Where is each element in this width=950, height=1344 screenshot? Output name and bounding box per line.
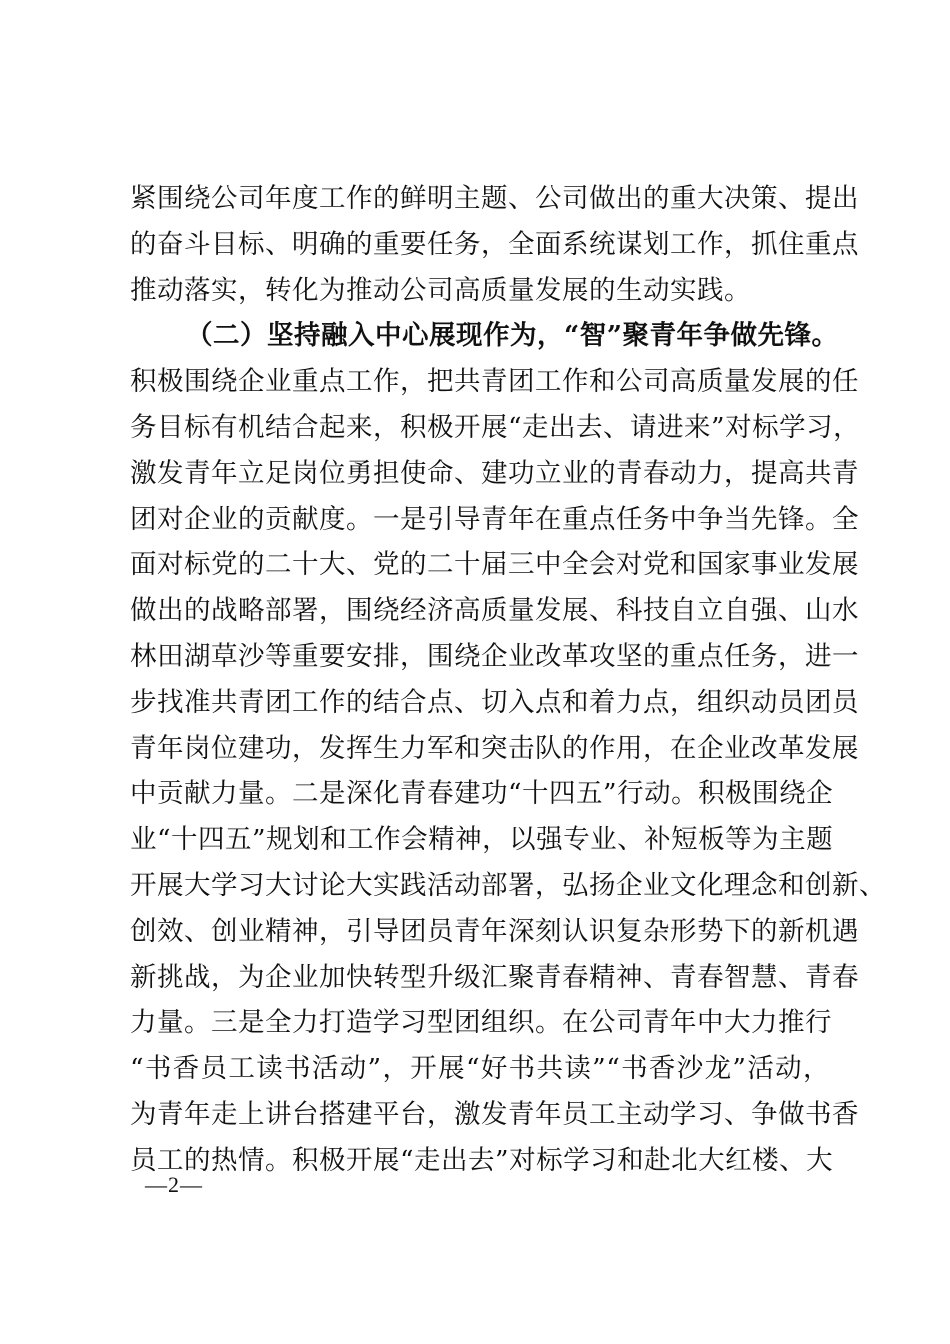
page-number: —2— bbox=[145, 1172, 203, 1197]
text-line: 推动落实，转化为推动公司高质量发展的生动实践。 bbox=[130, 274, 751, 306]
text-line: 业“十四五”规划和工作会精神，以强专业、补短板等为主题 bbox=[130, 824, 834, 856]
text-line: 中贡献力量。二是深化青春建功“十四五”行动。积极围绕企 bbox=[130, 778, 834, 810]
text-line: 的奋斗目标、明确的重要任务，全面系统谋划工作，抓住重点 bbox=[130, 228, 859, 260]
text-line: 面对标党的二十大、党的二十届三中全会对党和国家事业发展 bbox=[130, 549, 859, 581]
text-line: 激发青年立足岗位勇担使命、建功立业的青春动力，提高共青 bbox=[130, 457, 859, 489]
body-text bbox=[130, 176, 886, 1184]
text-line: 做出的战略部署，围绕经济高质量发展、科技自立自强、山水 bbox=[130, 595, 859, 627]
text-line: 开展大学习大讨论大实践活动部署，弘扬企业文化理念和创新、 bbox=[130, 869, 886, 901]
text-line: 员工的热情。积极开展“走出去”对标学习和赴北大红楼、大 bbox=[130, 1144, 834, 1176]
text-line: 力量。三是全力打造学习型团组织。在公司青年中大力推行 bbox=[130, 1007, 832, 1039]
text-line: 新挑战，为企业加快转型升级汇聚青春精神、青春智慧、青春 bbox=[130, 961, 859, 993]
text-line: 务目标有机结合起来，积极开展“走出去、请进来”对标学习， bbox=[130, 411, 861, 443]
text-line: 团对企业的贡献度。一是引导青年在重点任务中争当先锋。全 bbox=[130, 503, 859, 535]
text-line: 步找准共青团工作的结合点、切入点和着力点，组织动员团员 bbox=[130, 686, 859, 718]
text-line: 紧围绕公司年度工作的鲜明主题、公司做出的重大决策、提出 bbox=[130, 183, 859, 214]
text-line: 青年岗位建功，发挥生力军和突击队的作用，在企业改革发展 bbox=[130, 732, 859, 764]
text-line: “书香员工读书活动”，开展“好书共读”“书香沙龙”活动， bbox=[130, 1053, 830, 1085]
text-line: 创效、创业精神，引导团员青年深刻认识复杂形势下的新机遇 bbox=[130, 915, 859, 947]
section-heading: （二）坚持融入中心展现作为，“智”聚青年争做先锋。 bbox=[186, 320, 839, 352]
text-line: 为青年走上讲台搭建平台，激发青年员工主动学习、争做书香 bbox=[130, 1098, 859, 1130]
text-line: 林田湖草沙等重要安排，围绕企业改革攻坚的重点任务，进一 bbox=[130, 640, 859, 672]
text-line: 积极围绕企业重点工作，把共青团工作和公司高质量发展的任 bbox=[130, 366, 859, 398]
